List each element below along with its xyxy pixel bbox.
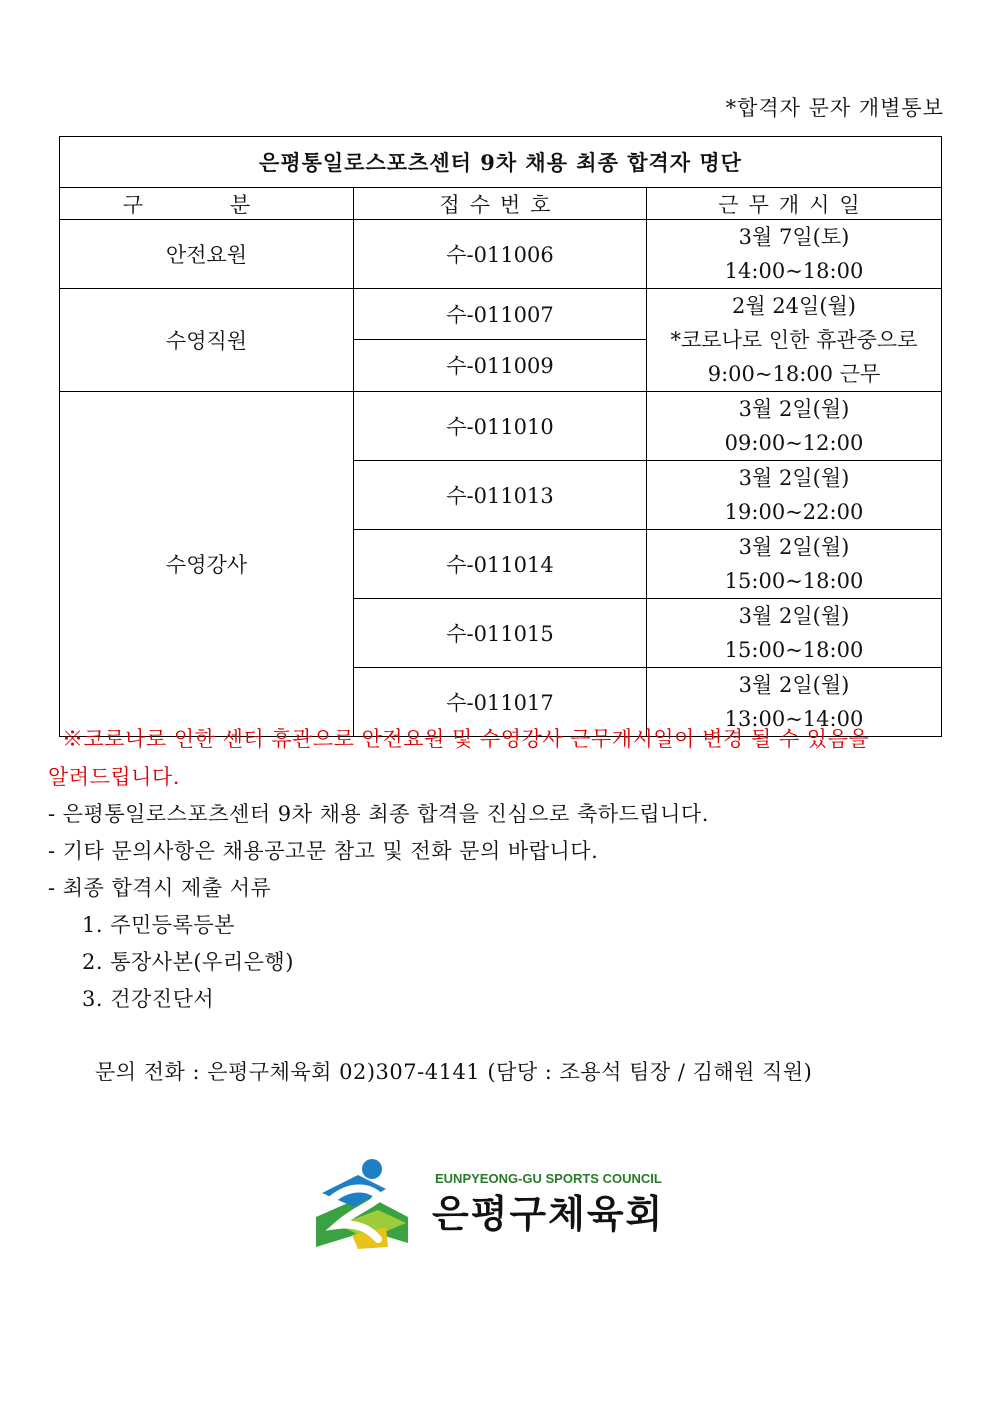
covid-notice-line1: ※코로나로 인한 센터 휴관으로 안전요원 및 수영강사 근무개시일이 변경 될 수 있음을 <box>62 727 870 751</box>
date-cell <box>647 530 942 599</box>
council-emblem-icon <box>308 1155 418 1250</box>
start-date: 2월 24일(월) <box>731 294 856 318</box>
start-date: 3월 2일(월) <box>738 397 850 421</box>
table-row <box>60 392 942 461</box>
start-date: 3월 2일(월) <box>738 673 850 697</box>
covid-notice <box>48 720 928 796</box>
date-cell <box>647 220 942 289</box>
start-time: 13:00~14:00 <box>724 707 864 731</box>
contact-info: 문의 전화 : 은평구체육회 02)307-4141 (담당 : 조용석 팀장 / 김해원 직원) <box>95 1060 813 1084</box>
date-cell <box>647 599 942 668</box>
list-item: - 기타 문의사항은 채용공고문 참고 및 전화 문의 바랍니다. <box>48 839 599 863</box>
document-item: 2. 통장사본(우리은행) <box>82 950 294 974</box>
start-time: 09:00~12:00 <box>724 431 864 455</box>
number-cell: 수-011014 <box>354 530 647 599</box>
closure-note: *코로나로 인한 휴관중으로 <box>670 328 918 352</box>
table-row <box>60 220 942 289</box>
list-item: - 은평통일로스포츠센터 9차 채용 최종 합격을 진심으로 축하드립니다. <box>48 802 709 826</box>
number-cell: 수-011009 <box>354 339 647 391</box>
start-date: 3월 2일(월) <box>738 604 850 628</box>
category-cell: 수영강사 <box>60 392 354 737</box>
logo-english: EUNPYEONG-GU SPORTS COUNCIL <box>435 1171 662 1186</box>
category-cell: 안전요원 <box>60 220 354 289</box>
logo-korean: 은평구체육회 <box>432 1192 665 1236</box>
number-cell: 수-011013 <box>354 461 647 530</box>
number-cell: 수-011015 <box>354 599 647 668</box>
category-cell: 수영직원 <box>60 289 354 392</box>
number-cell: 수-011017 <box>354 668 647 737</box>
results-table <box>59 136 942 737</box>
notice-top: *합격자 문자 개별통보 <box>725 96 944 120</box>
start-time: 19:00~22:00 <box>724 500 864 524</box>
start-date: 3월 7일(토) <box>738 225 850 249</box>
list-item: - 최종 합격시 제출 서류 <box>48 876 272 900</box>
date-cell <box>647 289 942 392</box>
header-category: 구 분 <box>60 188 354 220</box>
document-item: 1. 주민등록등본 <box>82 913 235 937</box>
table-title: 은평통일로스포츠센터 9차 채용 최종 합격자 명단 <box>60 137 942 188</box>
start-date: 3월 2일(월) <box>738 535 850 559</box>
header-start-date: 근무개시일 <box>647 188 942 220</box>
document-item: 3. 건강진단서 <box>82 987 215 1011</box>
start-time: 14:00~18:00 <box>724 259 864 283</box>
table-row <box>60 289 942 340</box>
start-time: 15:00~18:00 <box>724 569 864 593</box>
date-cell <box>647 461 942 530</box>
number-cell: 수-011007 <box>354 289 647 340</box>
start-time: 9:00~18:00 근무 <box>707 362 881 386</box>
date-cell <box>647 392 942 461</box>
info-list <box>48 796 709 1018</box>
start-time: 15:00~18:00 <box>724 638 864 662</box>
number-cell: 수-011010 <box>354 392 647 461</box>
council-logo <box>308 1155 668 1255</box>
start-date: 3월 2일(월) <box>738 466 850 490</box>
number-cell: 수-011006 <box>354 220 647 289</box>
header-number: 접수번호 <box>354 188 647 220</box>
covid-notice-line2: 알려드립니다. <box>48 765 180 789</box>
